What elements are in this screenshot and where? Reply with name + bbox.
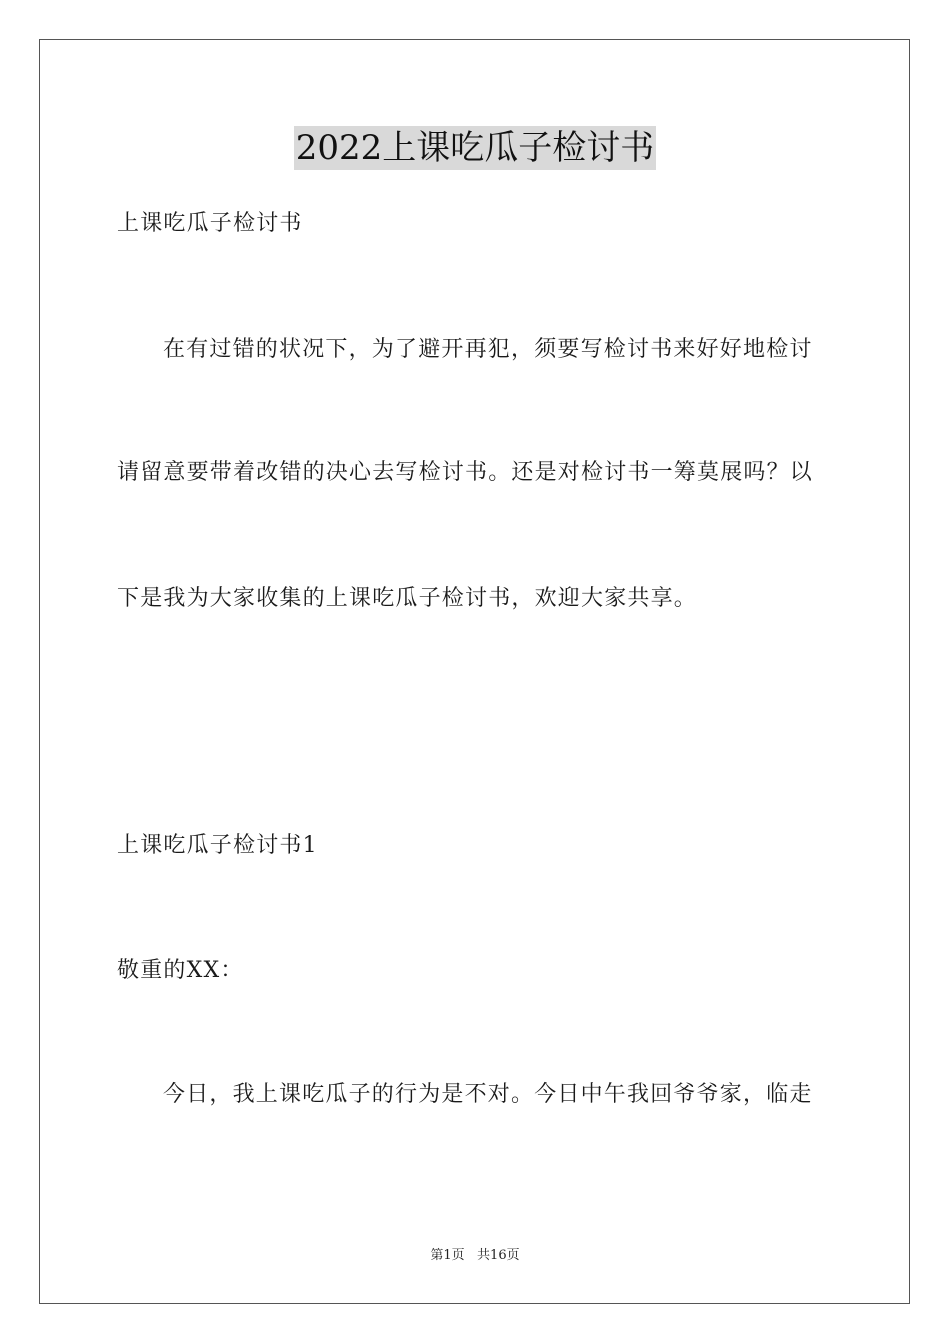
intro-paragraph-line-2: 请留意要带着改错的决心去写检讨书。还是对检讨书一筹莫展吗？以: [117, 460, 814, 485]
salutation: 敬重的XX：: [117, 958, 244, 983]
body-paragraph-line-1: 今日，我上课吃瓜子的行为是不对。今日中午我回爷爷家，临走: [163, 1082, 813, 1107]
document-subtitle: 上课吃瓜子检讨书: [117, 211, 303, 236]
section-heading: 上课吃瓜子检讨书1: [117, 833, 318, 858]
intro-paragraph-line-3: 下是我为大家收集的上课吃瓜子检讨书，欢迎大家共享。: [117, 586, 698, 611]
intro-paragraph-line-1: 在有过错的状况下，为了避开再犯，须要写检讨书来好好地检讨: [163, 337, 813, 362]
title-container: [0, 126, 950, 170]
document-title: 2022上课吃瓜子检讨书: [295, 128, 655, 168]
page-footer: 第1页 共16页: [430, 1248, 520, 1263]
